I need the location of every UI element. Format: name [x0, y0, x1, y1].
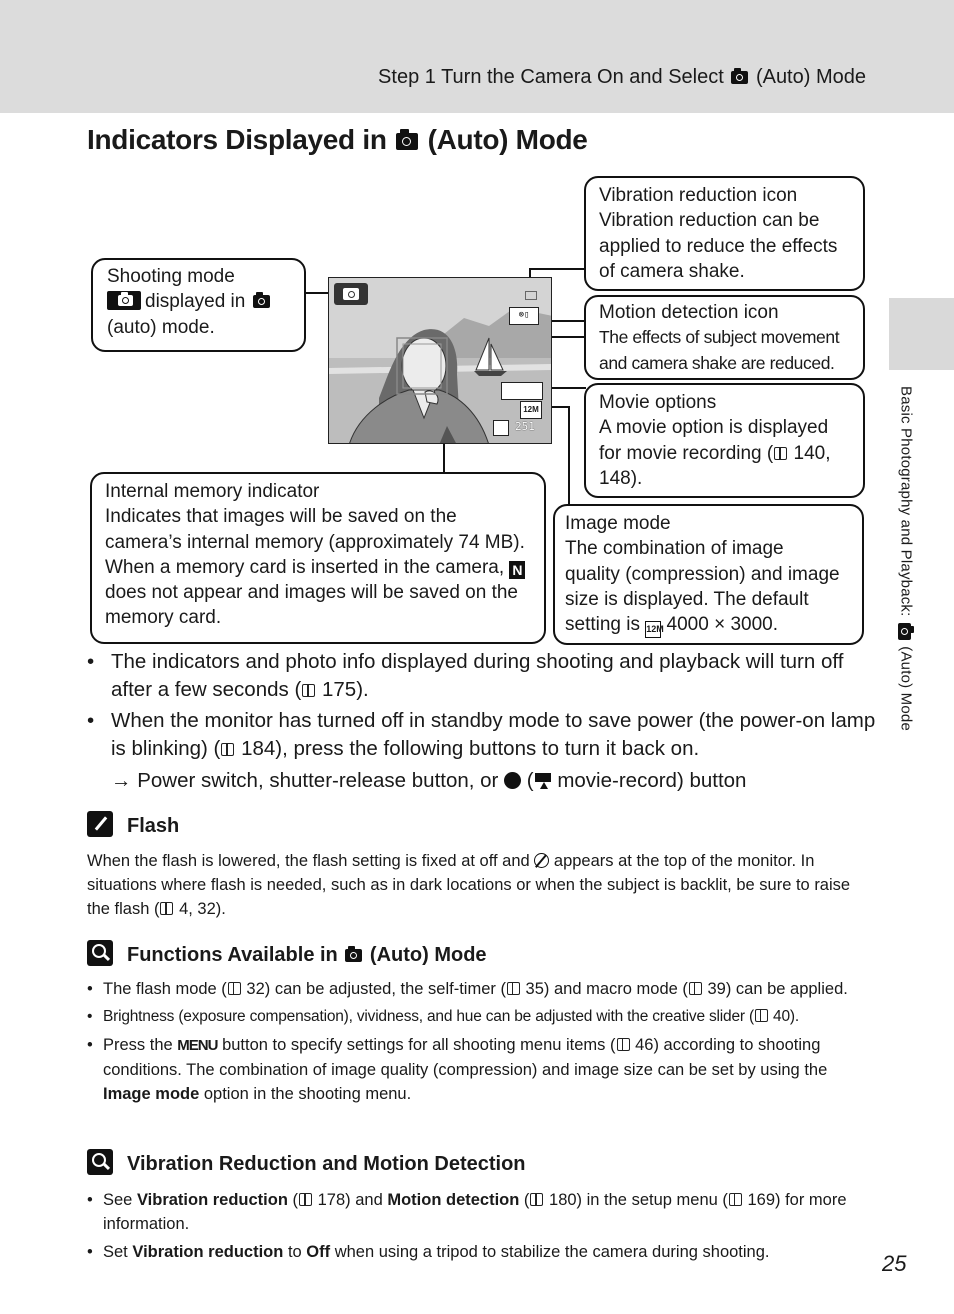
- running-header: [378, 66, 866, 89]
- vr-item2-c: to: [287, 1243, 302, 1261]
- vr-item1-f: (: [523, 1191, 530, 1209]
- functions-item1-a: The flash mode (: [103, 980, 227, 998]
- bullet2-arrow-line: [111, 767, 877, 795]
- auto-mode-icon: [898, 623, 911, 640]
- list-item: [87, 1005, 877, 1029]
- note-flash-heading: [87, 811, 877, 838]
- vr-item1-c: (: [292, 1191, 299, 1209]
- record-button-icon: [504, 772, 521, 789]
- callout-motion-detection: [584, 295, 865, 380]
- auto-mode-icon: [345, 949, 362, 962]
- callout-vibration-title: Vibration reduction icon: [599, 185, 798, 206]
- bullet-glyph: •: [87, 709, 95, 732]
- vr-item1-motion: Motion detection: [387, 1191, 520, 1209]
- screen-frames-remaining: 251: [515, 420, 535, 433]
- chapter-side-text-b: (Auto) Mode: [897, 646, 915, 732]
- callout-motion-title: Motion detection icon: [599, 302, 779, 323]
- arrow-text: → Power switch, shutter-release button, or: [111, 769, 499, 792]
- callout-memory-line3: camera’s internal memory (approximately 74 MB).: [105, 531, 525, 553]
- camera-glyph: [118, 295, 133, 306]
- callout-image-mode-line5-text: setting is: [565, 614, 640, 636]
- list-item: [87, 1188, 877, 1236]
- vr-item1-h: 169) for more information.: [103, 1191, 847, 1233]
- note-flash-body: [87, 849, 877, 921]
- magnifier-note-icon: [87, 1149, 113, 1175]
- page-reference-icon: [755, 1009, 768, 1022]
- page-title-text-a: Indicators Displayed in: [87, 124, 387, 155]
- list-item: [87, 977, 877, 1001]
- callout-movie-line4: 148).: [599, 467, 643, 489]
- list-item: [87, 648, 877, 704]
- callout-memory-line4-text: When a memory card is inserted in the camera,: [105, 556, 505, 578]
- movie-record-icon: [534, 772, 552, 790]
- bullet2-ref: 184), press the following buttons to turn it back on.: [241, 737, 700, 760]
- vr-item2-off: Off: [306, 1243, 331, 1261]
- functions-item3-b: button to specify settings for all shooting menu items (: [222, 1036, 616, 1054]
- callout-shooting-mode-title: Shooting mode: [107, 266, 235, 287]
- functions-item3-c: 46) according to shooting conditions. The combination of image quality (compression) and image size can be set by using the: [103, 1036, 828, 1079]
- bullet-glyph: •: [87, 1036, 93, 1054]
- note-flash: [87, 811, 877, 921]
- vr-item1-d: 178) and: [317, 1191, 383, 1209]
- auto-mode-icon: [253, 295, 270, 308]
- page-reference-icon: [729, 1193, 742, 1206]
- note-functions-heading: [87, 940, 877, 967]
- running-header-step: Step 1 Turn the Camera On and Select: [378, 66, 724, 88]
- screen-camera-icon: [334, 283, 368, 305]
- pencil-note-icon: [87, 811, 113, 837]
- connector-vr-h: [529, 268, 586, 270]
- list-item: [87, 1240, 877, 1264]
- callout-image-mode-line5: [565, 612, 854, 638]
- callout-image-mode-line4: size is displayed. The default: [565, 588, 809, 610]
- arrow-button-text: movie-record) button: [557, 769, 747, 792]
- callout-image-mode: [553, 504, 864, 645]
- internal-memory-icon: N: [509, 561, 525, 579]
- flash-off-icon: [534, 853, 549, 868]
- page-reference-icon: [160, 902, 173, 915]
- page-reference-icon: [774, 447, 787, 460]
- callout-image-mode-line2: The combination of image: [565, 538, 784, 560]
- header-band: [0, 0, 954, 113]
- bullet2-text: When the monitor has turned off in standby mode to save power (the power-on lamp is blinking) (: [111, 709, 876, 760]
- vr-item1-a: See: [103, 1191, 133, 1209]
- callout-shooting-mode-line2: [107, 289, 294, 314]
- screen-battery-icon: [525, 291, 537, 300]
- list-item: [87, 707, 877, 795]
- callout-movie-line3-text: for movie recording (: [599, 442, 774, 464]
- functions-item3-image-mode: Image mode: [103, 1085, 200, 1103]
- callout-movie-line3: [599, 441, 855, 466]
- callout-movie-options: [584, 383, 865, 498]
- note-flash-ref: 4, 32).: [179, 900, 226, 918]
- note-vr-title: Vibration Reduction and Motion Detection: [127, 1153, 526, 1175]
- functions-item3-e: option in the shooting menu.: [203, 1085, 412, 1103]
- callout-memory-line5: does not appear and images will be saved on the: [105, 582, 518, 604]
- callout-memory-line4: [105, 555, 536, 580]
- page-reference-icon: [299, 1193, 312, 1206]
- note-functions-title-a: Functions Available in: [127, 944, 338, 966]
- chapter-side-label: [896, 386, 918, 788]
- vr-item2-vibration: Vibration reduction: [132, 1243, 284, 1261]
- page-reference-icon: [530, 1193, 543, 1206]
- note-vibration-reduction: [87, 1149, 877, 1268]
- page-title-text-b: (Auto) Mode: [427, 124, 588, 155]
- callout-image-mode-line5-size: 4000 × 3000.: [666, 614, 779, 636]
- callout-memory-title: Internal memory indicator: [105, 481, 320, 502]
- note-flash-text-b: appears at the top of the monitor. In situations where flash is needed, such as in dark locations or when the subject is backlit, be sure to raise the flash (: [87, 852, 851, 918]
- functions-item3-a: Press the: [103, 1036, 173, 1054]
- note-functions-body: [87, 977, 877, 1106]
- vr-item1-vibration: Vibration reduction: [136, 1191, 288, 1209]
- note-flash-text-a: When the flash is lowered, the flash setting is fixed at off and: [87, 852, 530, 870]
- camera-monitor-illustration: [328, 277, 552, 444]
- arrow-paren: (: [526, 769, 534, 792]
- callout-movie-line3-ref: 140,: [793, 442, 831, 464]
- note-functions: [87, 940, 877, 1110]
- vr-item2-e: when using a tripod to stabilize the camera during shooting.: [334, 1243, 770, 1261]
- auto-mode-icon: [396, 133, 418, 150]
- callout-movie-title: Movie options: [599, 392, 717, 413]
- callout-shooting-mode: [91, 258, 306, 352]
- vr-item1-g: 180) in the setup menu (: [549, 1191, 728, 1209]
- functions-item2-b: 40).: [773, 1008, 799, 1025]
- note-functions-title-b: (Auto) Mode: [369, 944, 487, 966]
- page-reference-icon: [221, 743, 234, 756]
- callout-motion-line3: and camera shake are reduced.: [599, 352, 835, 373]
- callout-vibration-line2: Vibration reduction can be: [599, 210, 820, 232]
- connector-image-v: [568, 406, 570, 506]
- callout-motion-line2: The effects of subject movement: [599, 327, 840, 348]
- screen-image-mode-icon: 12M: [520, 401, 542, 419]
- page-reference-icon: [689, 982, 702, 995]
- callout-memory-line6: memory card.: [105, 607, 222, 629]
- page-reference-icon: [617, 1038, 630, 1051]
- callout-internal-memory: [90, 472, 546, 644]
- functions-item1-c: 35) and macro mode (: [525, 980, 688, 998]
- screen-movie-icon: [501, 382, 543, 400]
- screen-memory-icon: [493, 420, 509, 436]
- bullet-glyph: •: [87, 1191, 93, 1209]
- callout-shooting-mode-text: displayed in: [145, 291, 246, 313]
- auto-mode-icon: [731, 71, 748, 84]
- bullet1-ref: 175).: [322, 678, 369, 701]
- callout-movie-line2: A movie option is displayed: [599, 417, 829, 439]
- callout-vibration-reduction: [584, 176, 865, 291]
- chapter-tab: [889, 298, 954, 370]
- screen-vr-motion-icon: ⊗▯: [509, 307, 539, 325]
- main-bullet-list: [87, 648, 877, 798]
- callout-vibration-line3: applied to reduce the effects: [599, 235, 838, 257]
- list-item: [87, 1033, 877, 1106]
- callout-image-mode-line3: quality (compression) and image: [565, 563, 840, 585]
- note-flash-title: Flash: [127, 815, 180, 837]
- callout-shooting-mode-line3: (auto) mode.: [107, 316, 215, 338]
- functions-item2-a: Brightness (exposure compensation), vividness, and hue can be adjusted with the creative slider (: [103, 1008, 754, 1025]
- chapter-side-text-a: Basic Photography and Playback:: [897, 386, 915, 617]
- page-reference-icon: [228, 982, 241, 995]
- vr-item2-a: Set: [103, 1243, 128, 1261]
- bullet-glyph: •: [87, 1008, 93, 1025]
- shooting-mode-icon: [107, 291, 141, 310]
- image-mode-icon: 12M: [645, 621, 661, 638]
- callout-image-mode-title: Image mode: [565, 513, 671, 534]
- functions-item1-d: 39) can be applied.: [707, 980, 848, 998]
- page-title: [87, 124, 588, 156]
- page-number: 25: [882, 1251, 907, 1276]
- bullet1-text: The indicators and photo info displayed during shooting and playback will turn off after a few seconds (: [111, 650, 844, 701]
- callout-memory-line2: Indicates that images will be saved on the: [105, 506, 457, 528]
- running-header-mode: (Auto) Mode: [755, 66, 866, 88]
- menu-button-label: MENU: [177, 1037, 218, 1054]
- bullet-glyph: •: [87, 980, 93, 998]
- note-vr-heading: [87, 1149, 877, 1176]
- note-vr-body: [87, 1188, 877, 1264]
- callout-vibration-line4: of camera shake.: [599, 260, 745, 282]
- chapter-side-text: [896, 386, 915, 731]
- bullet-glyph: •: [87, 650, 95, 673]
- page-reference-icon: [507, 982, 520, 995]
- magnifier-note-icon: [87, 940, 113, 966]
- bullet-glyph: •: [87, 1243, 93, 1261]
- functions-item1-b: 32) can be adjusted, the self-timer (: [246, 980, 506, 998]
- page-reference-icon: [302, 684, 315, 697]
